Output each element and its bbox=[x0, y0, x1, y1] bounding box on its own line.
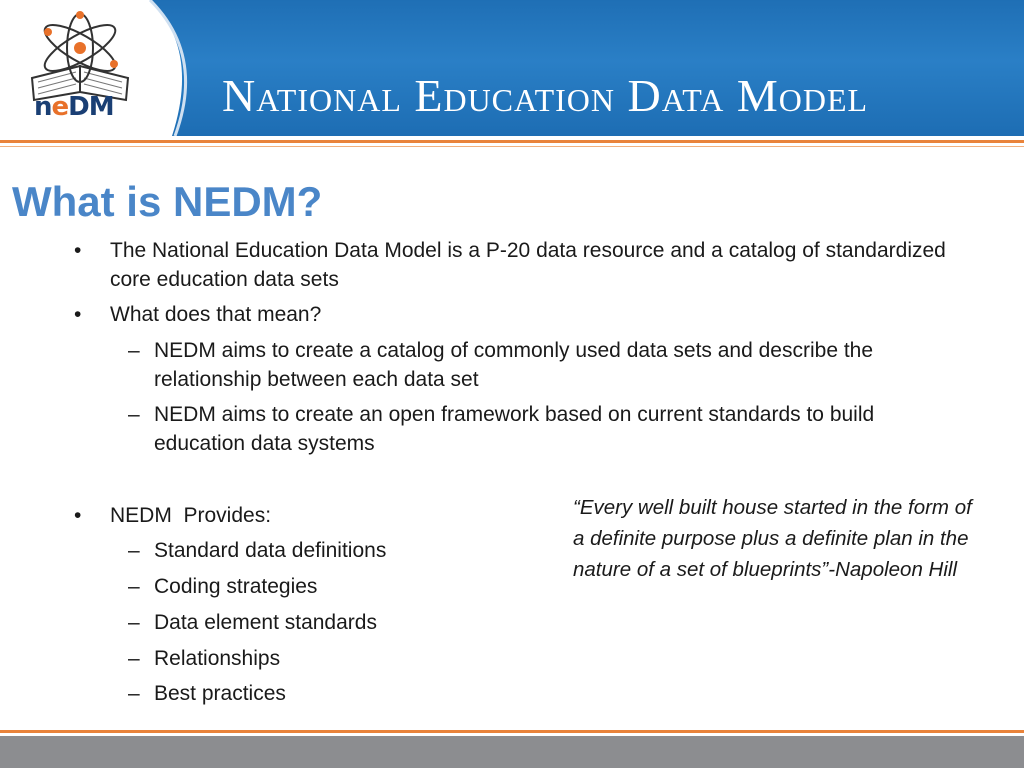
bullet-text: NEDM Provides: bbox=[110, 504, 272, 527]
footer-bar bbox=[0, 736, 1024, 768]
sub-bullet-item bbox=[128, 608, 554, 637]
footer-divider bbox=[0, 730, 1024, 733]
slide-header bbox=[0, 0, 1024, 136]
sub-bullet-item bbox=[128, 679, 554, 708]
bullet-item bbox=[74, 236, 970, 294]
sub-bullet-text: Data element standards bbox=[154, 611, 377, 634]
sub-bullet-item bbox=[128, 536, 554, 565]
dash-marker: – bbox=[128, 403, 140, 426]
nedm-logo-wordmark: neDM bbox=[34, 92, 114, 122]
sub-bullet-text: Coding strategies bbox=[154, 575, 318, 598]
slide-title: What is NEDM? bbox=[12, 178, 323, 225]
bullet-item bbox=[74, 501, 530, 530]
bullet-marker: • bbox=[74, 239, 82, 262]
dash-marker: – bbox=[128, 647, 140, 670]
dash-marker: – bbox=[128, 539, 140, 562]
sub-bullet-item bbox=[128, 336, 964, 394]
bullet-text: The National Education Data Model is a P-20 data resource and a catalog of standardized core education data sets bbox=[110, 239, 946, 291]
dash-marker: – bbox=[128, 339, 140, 362]
sub-bullet-text: NEDM aims to create a catalog of commonly used data sets and describe the relationship between each data set bbox=[154, 339, 874, 391]
sub-bullet-item bbox=[128, 400, 964, 458]
dash-marker: – bbox=[128, 682, 140, 705]
sub-bullet-item bbox=[128, 572, 554, 601]
sub-bullet-text: Best practices bbox=[154, 682, 286, 705]
header-divider bbox=[0, 140, 1024, 143]
bullet-item bbox=[74, 300, 970, 329]
dash-marker: – bbox=[128, 575, 140, 598]
quote-text: “Every well built house started in the form of a definite purpose plus a definite plan in the nature of a set of blueprints”-Napoleon Hill bbox=[573, 496, 972, 581]
bullet-text: What does that mean? bbox=[110, 303, 322, 326]
header-title: National Education Data Model bbox=[222, 70, 869, 121]
sub-bullet-item bbox=[128, 644, 554, 673]
header-divider-thin bbox=[0, 146, 1024, 147]
sub-bullet-text: NEDM aims to create an open framework based on current standards to build education data systems bbox=[154, 403, 875, 455]
bullet-marker: • bbox=[74, 303, 82, 326]
dash-marker: – bbox=[128, 611, 140, 634]
sub-bullet-text: Relationships bbox=[154, 647, 281, 670]
sub-bullet-text: Standard data definitions bbox=[154, 539, 387, 562]
bullet-marker: • bbox=[74, 504, 82, 527]
